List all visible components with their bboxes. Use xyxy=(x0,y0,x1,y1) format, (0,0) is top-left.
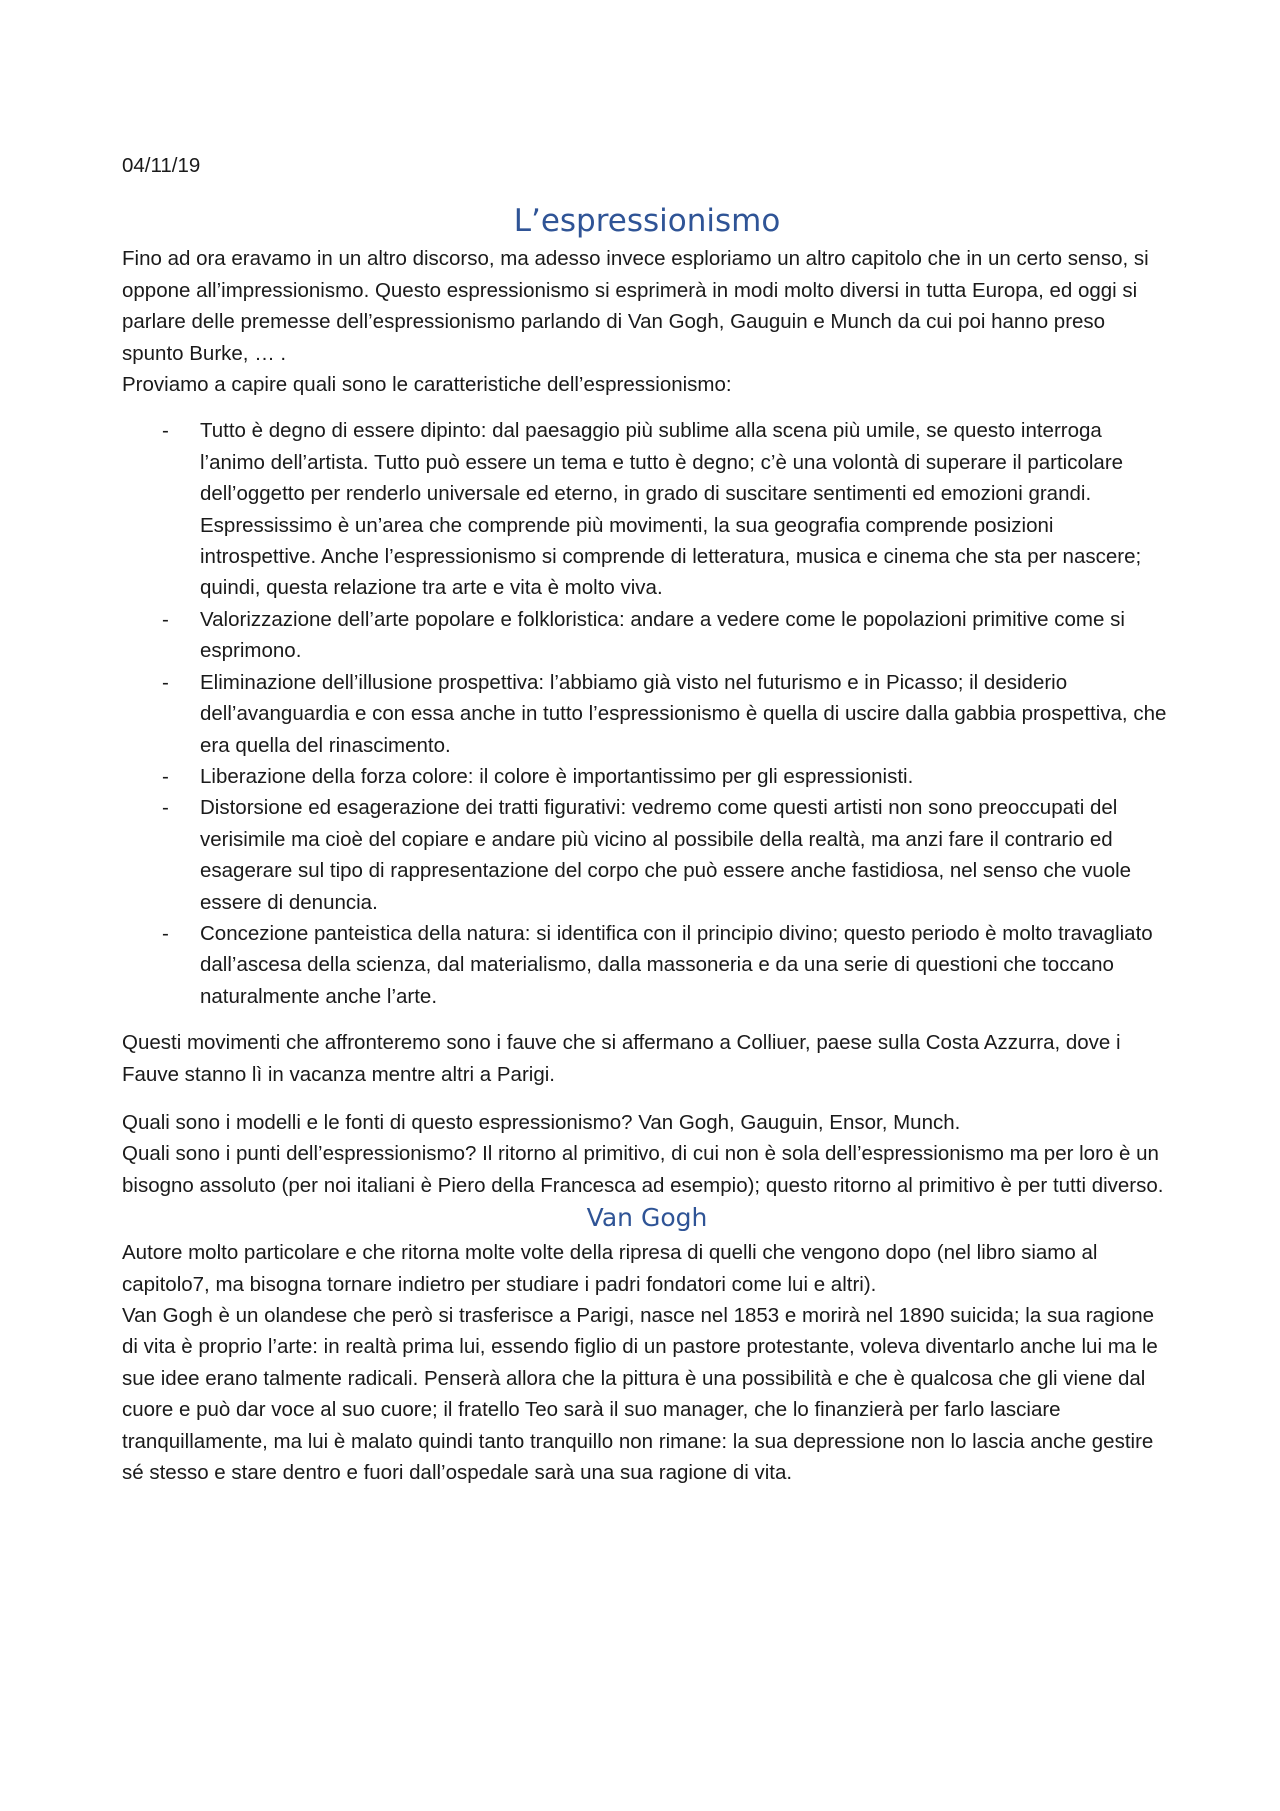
section-title-van-gogh: Van Gogh xyxy=(586,1203,708,1233)
intro-lead-in: Proviamo a capire quali sono le caratteristiche dell’espressionismo: xyxy=(122,373,732,397)
list-item-text: Valorizzazione dell’arte popolare e folkloristica: andare a vedere come le popolazioni primitive come si esprimono. xyxy=(200,607,1125,663)
bullet-dash: - xyxy=(162,796,169,820)
bullet-dash: - xyxy=(162,764,169,788)
list-item xyxy=(122,604,1172,667)
document-date: 04/11/19 xyxy=(122,154,201,177)
list-item-text: Distorsione ed esagerazione dei tratti figurativi: vedremo come questi artisti non sono preoccupati del verisimile ma cioè del copiare e andare più vicino al possibile della realtà, ma anzi fare il contrario ed esagerare sul tipo di rappresentazione del corpo che può essere anche fastidiosa, nel senso che vuole essere di denuncia. xyxy=(200,796,1132,914)
list-item xyxy=(122,415,1172,603)
list-item-text: Tutto è degno di essere dipinto: dal paesaggio più sublime alla scena più umile, se questo interroga l’animo dell’artista. Tutto può essere un tema e tutto è degno; c’è una volontà di superare il particolare dell’oggetto per renderlo universale ed eterno, in grado di suscitare sentimenti ed emozioni grandi. Espressissimo è un’area che comprende più movimenti, la sua geografia comprende posizioni introspettive. Anche l’espressionismo si comprende di letteratura, musica e cinema che sta per nascere; quindi, questa relazione tra arte e vita è molto viva. xyxy=(200,419,1142,600)
van-gogh-bio-paragraph: Van Gogh è un olandese che però si trasferisce a Parigi, nasce nel 1853 e morirà nel 1890 suicida; la sua ragione di vita è proprio l’arte: in realtà prima lui, essendo figlio di un pastore protestante, voleva diventarlo anche lui ma le sue idee erano talmente radicali. Penserà allora che la pittura è una possibilità e che è qualcosa che gli viene dal cuore e può dar voce al suo cuore; il fratello Teo sarà il suo manager, che lo finanzierà per farlo lasciare tranquillamente, ma lui è malato quindi tanto tranquillo non rimane: la sua depressione non lo lascia anche gestire sé stesso e stare dentro e fuori dall’ospedale sarà una sua ragione di vita. xyxy=(122,1304,1158,1485)
list-item xyxy=(122,667,1172,761)
intro-paragraph: Fino ad ora eravamo in un altro discorso, ma adesso invece esploriamo un altro capitolo che in un certo senso, si oppone all’impressionismo. Questo espressionismo si esprimerà in modi molto diversi in tutta Europa, ed oggi si parlare delle premesse dell’espressionismo parlando di Van Gogh, Gauguin e Munch da cui poi hanno preso spunto Burke, … . xyxy=(122,247,1149,365)
movements-paragraph: Questi movimenti che affronteremo sono i fauve che si affermano a Colliuer, paese sulla Costa Azzurra, dove i Fauve stanno lì in vacanza mentre altri a Parigi. xyxy=(122,1031,1121,1086)
bullet-dash: - xyxy=(162,419,169,443)
list-item-text: Eliminazione dell’illusione prospettiva: l’abbiamo già visto nel futurismo e in Picasso; il desiderio dell’avanguardia e con essa anche in tutto l’espressionismo è quella di uscire dalla gabbia prospettiva, che era quella del rinascimento. xyxy=(200,670,1167,757)
van-gogh-intro-paragraph: Autore molto particolare e che ritorna molte volte della ripresa di quelli che vengono dopo (nel libro siamo al capitolo7, ma bisogna tornare indietro per studiare i padri fondatori come lui e altri). xyxy=(122,1241,1098,1296)
list-item-text: Liberazione della forza colore: il colore è importantissimo per gli espressionisti. xyxy=(200,764,914,788)
list-item xyxy=(122,918,1172,1012)
list-item-text: Concezione panteistica della natura: si identifica con il principio divino; questo periodo è molto travagliato dall’ascesa della scienza, dal materialismo, dalla massoneria e da una serie di questioni che toccano naturalmente anche l’arte. xyxy=(200,921,1153,1008)
list-item xyxy=(122,761,1172,792)
models-paragraph: Quali sono i modelli e le fonti di questo espressionismo? Van Gogh, Gauguin, Ensor, Munch. xyxy=(122,1110,961,1134)
characteristics-list xyxy=(122,415,1172,1012)
bullet-dash: - xyxy=(162,670,169,694)
bullet-dash: - xyxy=(162,921,169,945)
list-item xyxy=(122,792,1172,918)
page-title: L’espressionismo xyxy=(513,203,781,240)
bullet-dash: - xyxy=(162,607,169,631)
points-paragraph: Quali sono i punti dell’espressionismo? Il ritorno al primitivo, di cui non è sola dell’espressionismo ma per loro è un bisogno assoluto (per noi italiani è Piero della Francesca ad esempio); questo ritorno al primitivo è per tutti diverso. xyxy=(122,1142,1164,1197)
document-page xyxy=(122,150,1172,1488)
